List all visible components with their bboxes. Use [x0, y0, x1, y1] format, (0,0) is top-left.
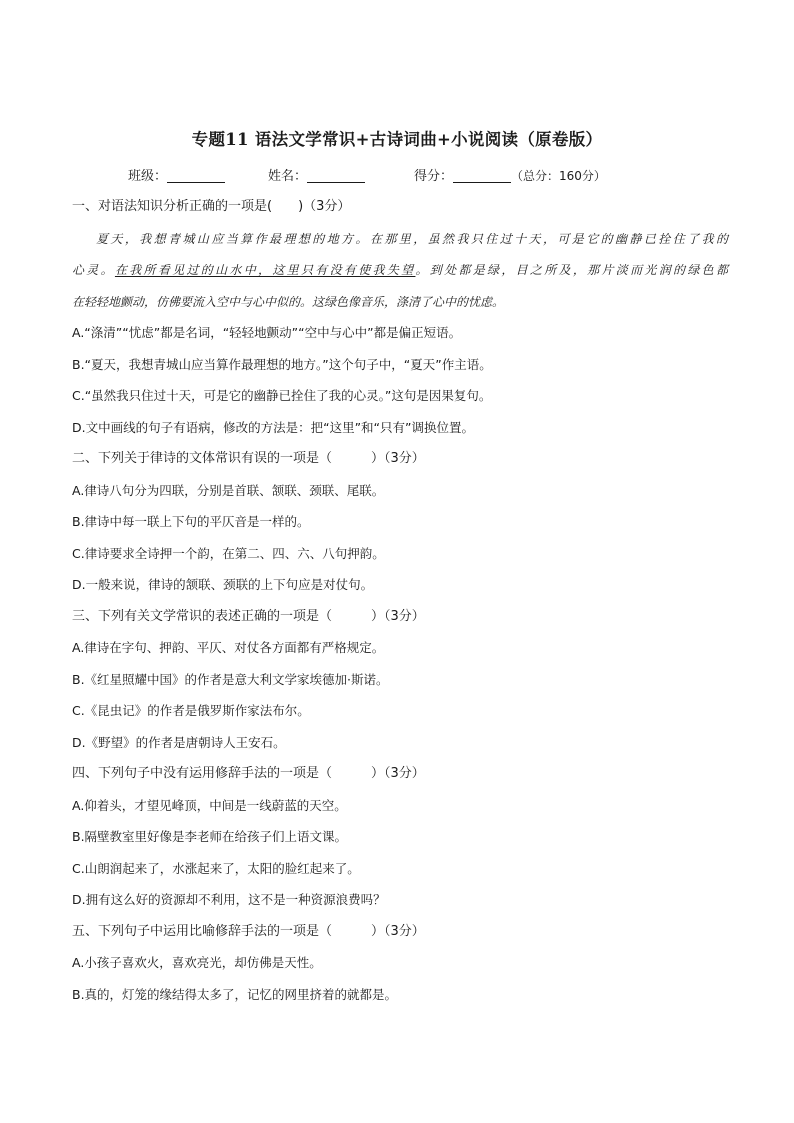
class-label: 班级： — [128, 169, 168, 184]
option-a: A.“涤清”“忧虑”都是名词，“轻轻地颤动”“空中与心中”都是偏正短语。 — [72, 325, 462, 340]
questions-body — [72, 198, 728, 1017]
option-c: C.“虽然我只住过十天，可是它的幽静已拴住了我的心灵。”这句是因果复句。 — [72, 388, 492, 403]
question-4-heading: 四、下列句子中没有运用修辞手法的一项是（ ）（3分） — [72, 766, 425, 781]
underlined-sentence: 在我所看见过的山水中，这里只有没有使我失望 — [114, 263, 416, 277]
option-d: D.《野望》的作者是唐朝诗人王安石。 — [72, 734, 286, 750]
total-score: （总分：160分） — [511, 169, 606, 183]
option-d: D.拥有这么好的资源却不利用，这不是一种资源浪费吗？ — [72, 892, 386, 907]
option-b: B.《红星照耀中国》的作者是意大利文学家埃德加·斯诺。 — [72, 671, 389, 687]
passage-line: 夏天，我想青城山应当算作最理想的地方。在那里，虽然我只住过十天，可是它的幽静已拴住了我的 — [96, 231, 728, 246]
class-blank[interactable] — [167, 168, 225, 183]
option-b: B.律诗中每一联上下句的平仄音是一样的。 — [72, 514, 310, 529]
option-d: D.一般来说，律诗的颔联、颈联的上下句应是对仗句。 — [72, 577, 374, 592]
name-field — [268, 165, 365, 184]
option-c: C.山朗润起来了，水涨起来了，太阳的脸红起来了。 — [72, 860, 360, 876]
page-title: 专题11 语法文学常识+古诗词曲+小说阅读（原卷版） — [191, 130, 603, 149]
option-a: A.律诗在字句、押韵、平仄、对仗各方面都有严格规定。 — [72, 640, 385, 655]
passage-text: 。到处都是绿，目之所及，那片淡而光润的绿色都 — [415, 263, 728, 277]
name-blank[interactable] — [307, 168, 365, 183]
score-label: 得分： — [414, 169, 454, 184]
option-c: C.《昆虫记》的作者是俄罗斯作家法布尔。 — [72, 703, 310, 718]
passage-line: 在轻轻地颤动，仿佛要流入空中与心中似的。这绿色像音乐，涤清了心中的忧虑。 — [72, 294, 505, 309]
option-b: B.隔壁教室里好像是李老师在给孩子们上语文课。 — [72, 829, 348, 844]
option-c: C.律诗要求全诗押一个韵，在第二、四、六、八句押韵。 — [72, 545, 385, 561]
question-2-heading: 二、下列关于律诗的文体常识有误的一项是（ ）（3分） — [72, 451, 425, 466]
name-label: 姓名： — [268, 169, 308, 184]
question-5-heading: 五、下列句子中运用比喻修辞手法的一项是（ ）（3分） — [72, 923, 425, 939]
score-field — [414, 165, 606, 184]
option-d: D.文中画线的句子有语病，修改的方法是：把“这里”和“只有”调换位置。 — [72, 419, 475, 435]
question-1-heading: 一、对语法知识分析正确的一项是( )（3分） — [72, 199, 351, 214]
passage-text: 心灵。 — [72, 263, 115, 277]
option-b: B.真的，灯笼的缘结得太多了，记忆的网里挤着的就都是。 — [72, 986, 398, 1002]
passage-line — [72, 261, 728, 293]
option-a: A.小孩子喜欢火，喜欢亮光，却仿佛是天性。 — [72, 955, 322, 970]
option-a: A.律诗八句分为四联，分别是首联、颔联、颈联、尾联。 — [72, 482, 385, 498]
option-b: B.“夏天，我想青城山应当算作最理想的地方。”这个句子中，“夏天”作主语。 — [72, 356, 492, 372]
score-blank[interactable] — [453, 168, 511, 183]
class-field — [128, 165, 225, 184]
option-a: A.仰着头，才望见峰顶，中间是一线蔚蓝的天空。 — [72, 797, 347, 813]
question-3-heading: 三、下列有关文学常识的表述正确的一项是（ ）（3分） — [72, 608, 425, 624]
